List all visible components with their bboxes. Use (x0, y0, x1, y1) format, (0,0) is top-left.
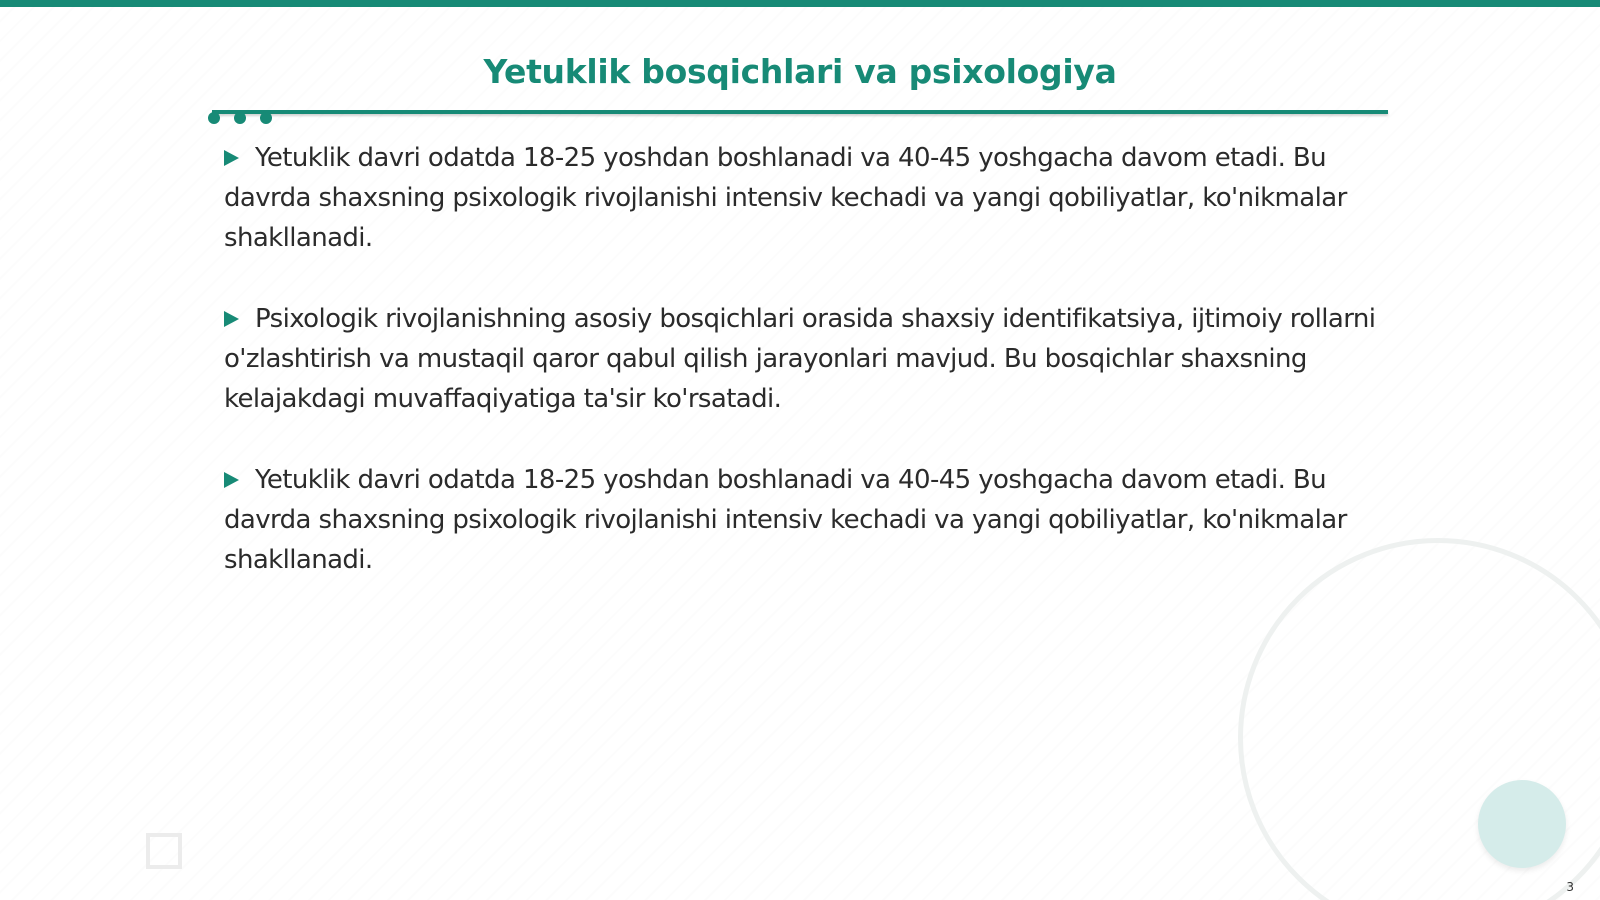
bullet-paragraph (224, 460, 1380, 580)
bullet-list (224, 138, 1380, 621)
bullet-text: Yetuklik davri odatda 18-25 yoshdan boshlanadi va 40-45 yoshgacha davom etadi. Bu davrda shaxsning psixologik rivojlanishi intensiv kechadi va yangi qobiliyatlar, ko'nikmalar shakllanadi. (224, 143, 1347, 253)
triangle-bullet-icon (224, 311, 239, 327)
bullet-paragraph (224, 138, 1380, 258)
decor-dot (234, 112, 246, 124)
bullet-paragraph (224, 299, 1380, 419)
top-accent-bar (0, 0, 1600, 7)
triangle-bullet-icon (224, 150, 239, 166)
decor-dot (260, 112, 272, 124)
triangle-bullet-icon (224, 472, 239, 488)
decor-square (146, 833, 182, 869)
title-underline (212, 110, 1388, 114)
decor-circle (1478, 780, 1566, 868)
slide-title: Yetuklik bosqichlari va psixologiya (483, 52, 1117, 91)
decor-dot (208, 112, 220, 124)
page-number: 3 (1566, 880, 1574, 894)
bullet-text: Psixologik rivojlanishning asosiy bosqichlari orasida shaxsiy identifikatsiya, ijtimoiy rollarni o'zlashtirish va mustaqil qaror qabul qilish jarayonlari mavjud. Bu bosqichlar shaxsning kelajakdagi muvaffaqiyatiga ta'sir ko'rsatadi. (224, 304, 1376, 414)
bullet-text: Yetuklik davri odatda 18-25 yoshdan boshlanadi va 40-45 yoshgacha davom etadi. Bu davrda shaxsning psixologik rivojlanishi intensiv kechadi va yangi qobiliyatlar, ko'nikmalar shakllanadi. (224, 465, 1347, 575)
